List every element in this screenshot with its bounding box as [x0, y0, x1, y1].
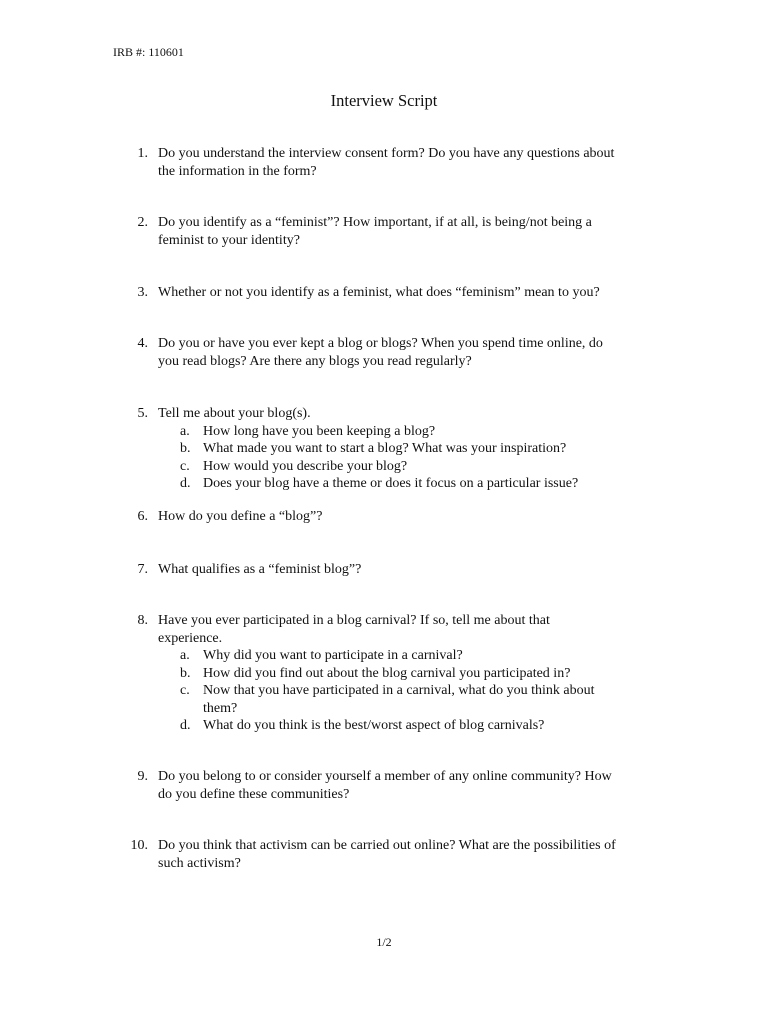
page-number: 1/2: [376, 935, 392, 949]
sub-question-line: [0, 423, 768, 441]
question-item: [0, 508, 768, 526]
question-text: Whether or not you identify as a feminist, what does “feminism” mean to you?: [158, 285, 600, 300]
sub-question-line: [0, 682, 768, 700]
irb-number: IRB #: 110601: [113, 45, 184, 59]
sub-question-text: Now that you have participated in a carnival, what do you think about: [203, 683, 595, 698]
question-line: [0, 163, 768, 181]
question-text: Do you understand the interview consent form? Do you have any questions about: [158, 146, 615, 161]
question-text: do you define these communities?: [158, 786, 350, 802]
sub-question-line: [0, 440, 768, 458]
question-item: [0, 768, 768, 803]
question-item: [0, 561, 768, 579]
sub-question-line: [0, 717, 768, 735]
question-line: [0, 786, 768, 804]
sub-question-line: [0, 647, 768, 665]
question-text: What qualifies as a “feminist blog”?: [158, 562, 362, 577]
question-line: [0, 232, 768, 250]
question-number: 10.: [130, 838, 148, 853]
question-line: [0, 768, 768, 786]
sub-question-letter: a.: [180, 648, 190, 663]
sub-question-letter: d.: [180, 476, 191, 491]
question-text: Do you or have you ever kept a blog or blogs? When you spend time online, do: [158, 336, 603, 351]
sub-question-text: What do you think is the best/worst aspect of blog carnivals?: [203, 718, 545, 733]
question-item: [0, 612, 768, 735]
question-text: you read blogs? Are there any blogs you read regularly?: [158, 353, 472, 369]
sub-question-letter: c.: [180, 458, 190, 474]
sub-question-line: [0, 458, 768, 476]
question-text: feminist to your identity?: [158, 232, 300, 248]
question-line: [0, 561, 768, 579]
sub-question-letter: b.: [180, 441, 191, 456]
question-text: Do you think that activism can be carried out online? What are the possibilities of: [158, 838, 616, 853]
sub-question-text: Why did you want to participate in a carnival?: [203, 648, 463, 663]
question-text: How do you define a “blog”?: [158, 509, 323, 524]
question-number: 7.: [137, 562, 148, 577]
question-item: [0, 837, 768, 872]
sub-question-letter: c.: [180, 683, 190, 698]
sub-question-text: How would you describe your blog?: [203, 458, 408, 474]
sub-question-line: [0, 700, 768, 718]
question-line: [0, 837, 768, 855]
question-text: Tell me about your blog(s).: [158, 406, 311, 421]
page-title: Interview Script: [330, 91, 438, 110]
question-number: 6.: [137, 509, 148, 524]
sub-question-letter: d.: [180, 718, 191, 733]
question-number: 9.: [137, 769, 148, 784]
sub-question-line: [0, 475, 768, 493]
sub-question-text: How long have you been keeping a blog?: [203, 423, 436, 439]
sub-question-text: them?: [203, 700, 238, 716]
question-number: 8.: [137, 613, 148, 628]
question-line: [0, 508, 768, 526]
question-line: [0, 214, 768, 232]
sub-question-text: Does your blog have a theme or does it focus on a particular issue?: [203, 476, 579, 491]
sub-question-line: [0, 665, 768, 683]
question-item: [0, 145, 768, 180]
question-line: [0, 630, 768, 648]
question-number: 4.: [137, 336, 148, 351]
question-line: [0, 405, 768, 423]
question-text: Have you ever participated in a blog carnival? If so, tell me about that: [158, 613, 550, 628]
question-number: 1.: [137, 146, 148, 161]
question-item: [0, 335, 768, 370]
question-text: Do you identify as a “feminist”? How important, if at all, is being/not being a: [158, 215, 592, 230]
question-text: Do you belong to or consider yourself a member of any online community? How: [158, 769, 612, 784]
sub-question-text: How did you find out about the blog carnival you participated in?: [203, 665, 571, 681]
question-line: [0, 284, 768, 302]
question-item: [0, 405, 768, 493]
sub-question-letter: b.: [180, 665, 191, 681]
question-text: experience.: [158, 630, 223, 646]
sub-question-text: What made you want to start a blog? What was your inspiration?: [203, 441, 567, 456]
question-item: [0, 284, 768, 302]
question-number: 2.: [137, 215, 148, 230]
question-line: [0, 612, 768, 630]
question-line: [0, 145, 768, 163]
sub-question-letter: a.: [180, 423, 190, 439]
question-text: the information in the form?: [158, 163, 317, 179]
question-line: [0, 335, 768, 353]
question-line: [0, 855, 768, 873]
question-text: such activism?: [158, 855, 241, 871]
question-line: [0, 353, 768, 371]
question-item: [0, 214, 768, 249]
question-number: 5.: [137, 406, 148, 421]
question-number: 3.: [137, 285, 148, 300]
